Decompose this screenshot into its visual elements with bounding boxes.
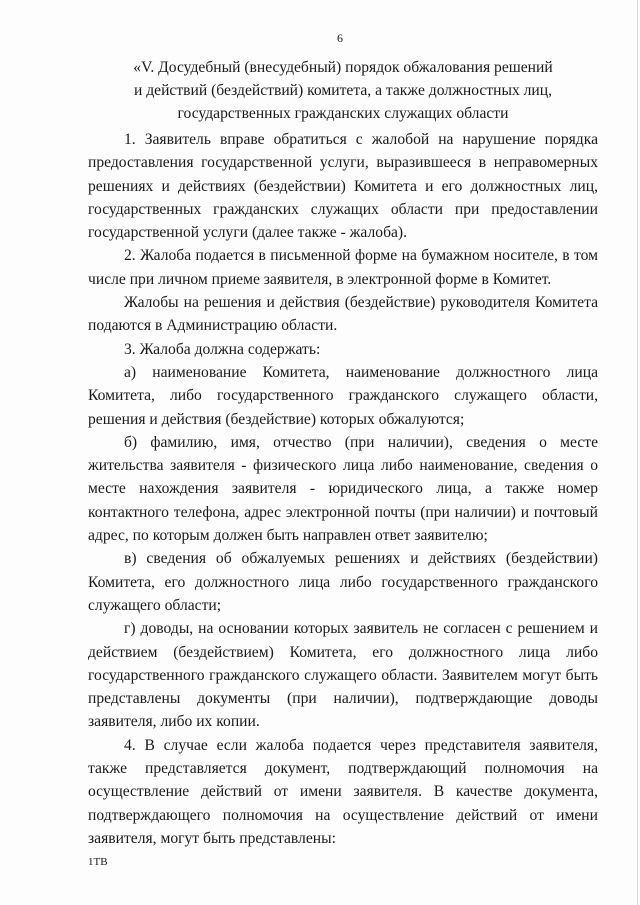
paragraph-7: в) сведения об обжалуемых решениях и действиях (бездействии) Комитета, его должностного лица либо государственного гражданского служащего области; — [88, 550, 598, 614]
paragraph-8: г) доводы, на основании которых заявитель не согласен с решением и действием (бездействием) Комитета, его должностного лица либо государственного гражданского служащего области. Заявителем могут быть представлены документы (при наличии), подтверждающие доводы заявителя, либо их копии. — [88, 620, 598, 731]
section-heading-line-1: «V. Досудебный (внесудебный) порядок обжалования решений — [133, 59, 553, 76]
paragraph-6: б) фамилию, имя, отчество (при наличии), сведения о месте жительства заявителя - физического лица либо наименование, сведения о месте нахождения заявителя - юридического лица, а также номер контактного телефона, адрес электронной почты (при наличии) и почтовый адрес, по которым должен быть направлен ответ заявителю; — [88, 433, 598, 545]
page-number: 6 — [337, 31, 343, 45]
section-heading — [88, 56, 598, 125]
scan-edge-line — [637, 0, 638, 905]
paragraph-2: 2. Жалоба подается в письменной форме на бумажном носителе, в том числе при личном приеме заявителя, в электронной форме в Комитет. — [88, 247, 598, 288]
section-heading-line-2: и действий (бездействий) комитета, а также должностных лиц, — [133, 82, 553, 99]
paragraph-3: Жалобы на решения и действия (бездействие) руководителя Комитета подаются в Администрацию области. — [88, 294, 598, 335]
paragraph-1: 1. Заявитель вправе обратиться с жалобой на нарушение порядка предоставления государственной услуги, выразившееся в неправомерных решениях и действиях (бездействии) Комитета и его должностных лиц, государственных гражданских служащих области при предоставлении государственной услуги (далее также - жалоба). — [88, 131, 598, 242]
paragraph-4: 3. Жалоба должна содержать: — [124, 340, 321, 358]
section-heading-line-3: государственных гражданских служащих области — [177, 105, 509, 122]
paragraph-9: 4. В случае если жалоба подается через представителя заявителя, также представляется документ, подтверждающий полномочия на осуществление действий от имени заявителя. В качестве документа, подтверждающего полномочия на осуществление действий от имени заявителя, могут быть представлены: — [88, 736, 598, 847]
paragraph-5: а) наименование Комитета, наименование должностного лица Комитета, либо государственного гражданского служащего области, решения и действия (бездействие) которых обжалуются; — [88, 363, 598, 428]
body-text — [88, 128, 598, 850]
footer-code: 1ТВ — [88, 856, 108, 868]
